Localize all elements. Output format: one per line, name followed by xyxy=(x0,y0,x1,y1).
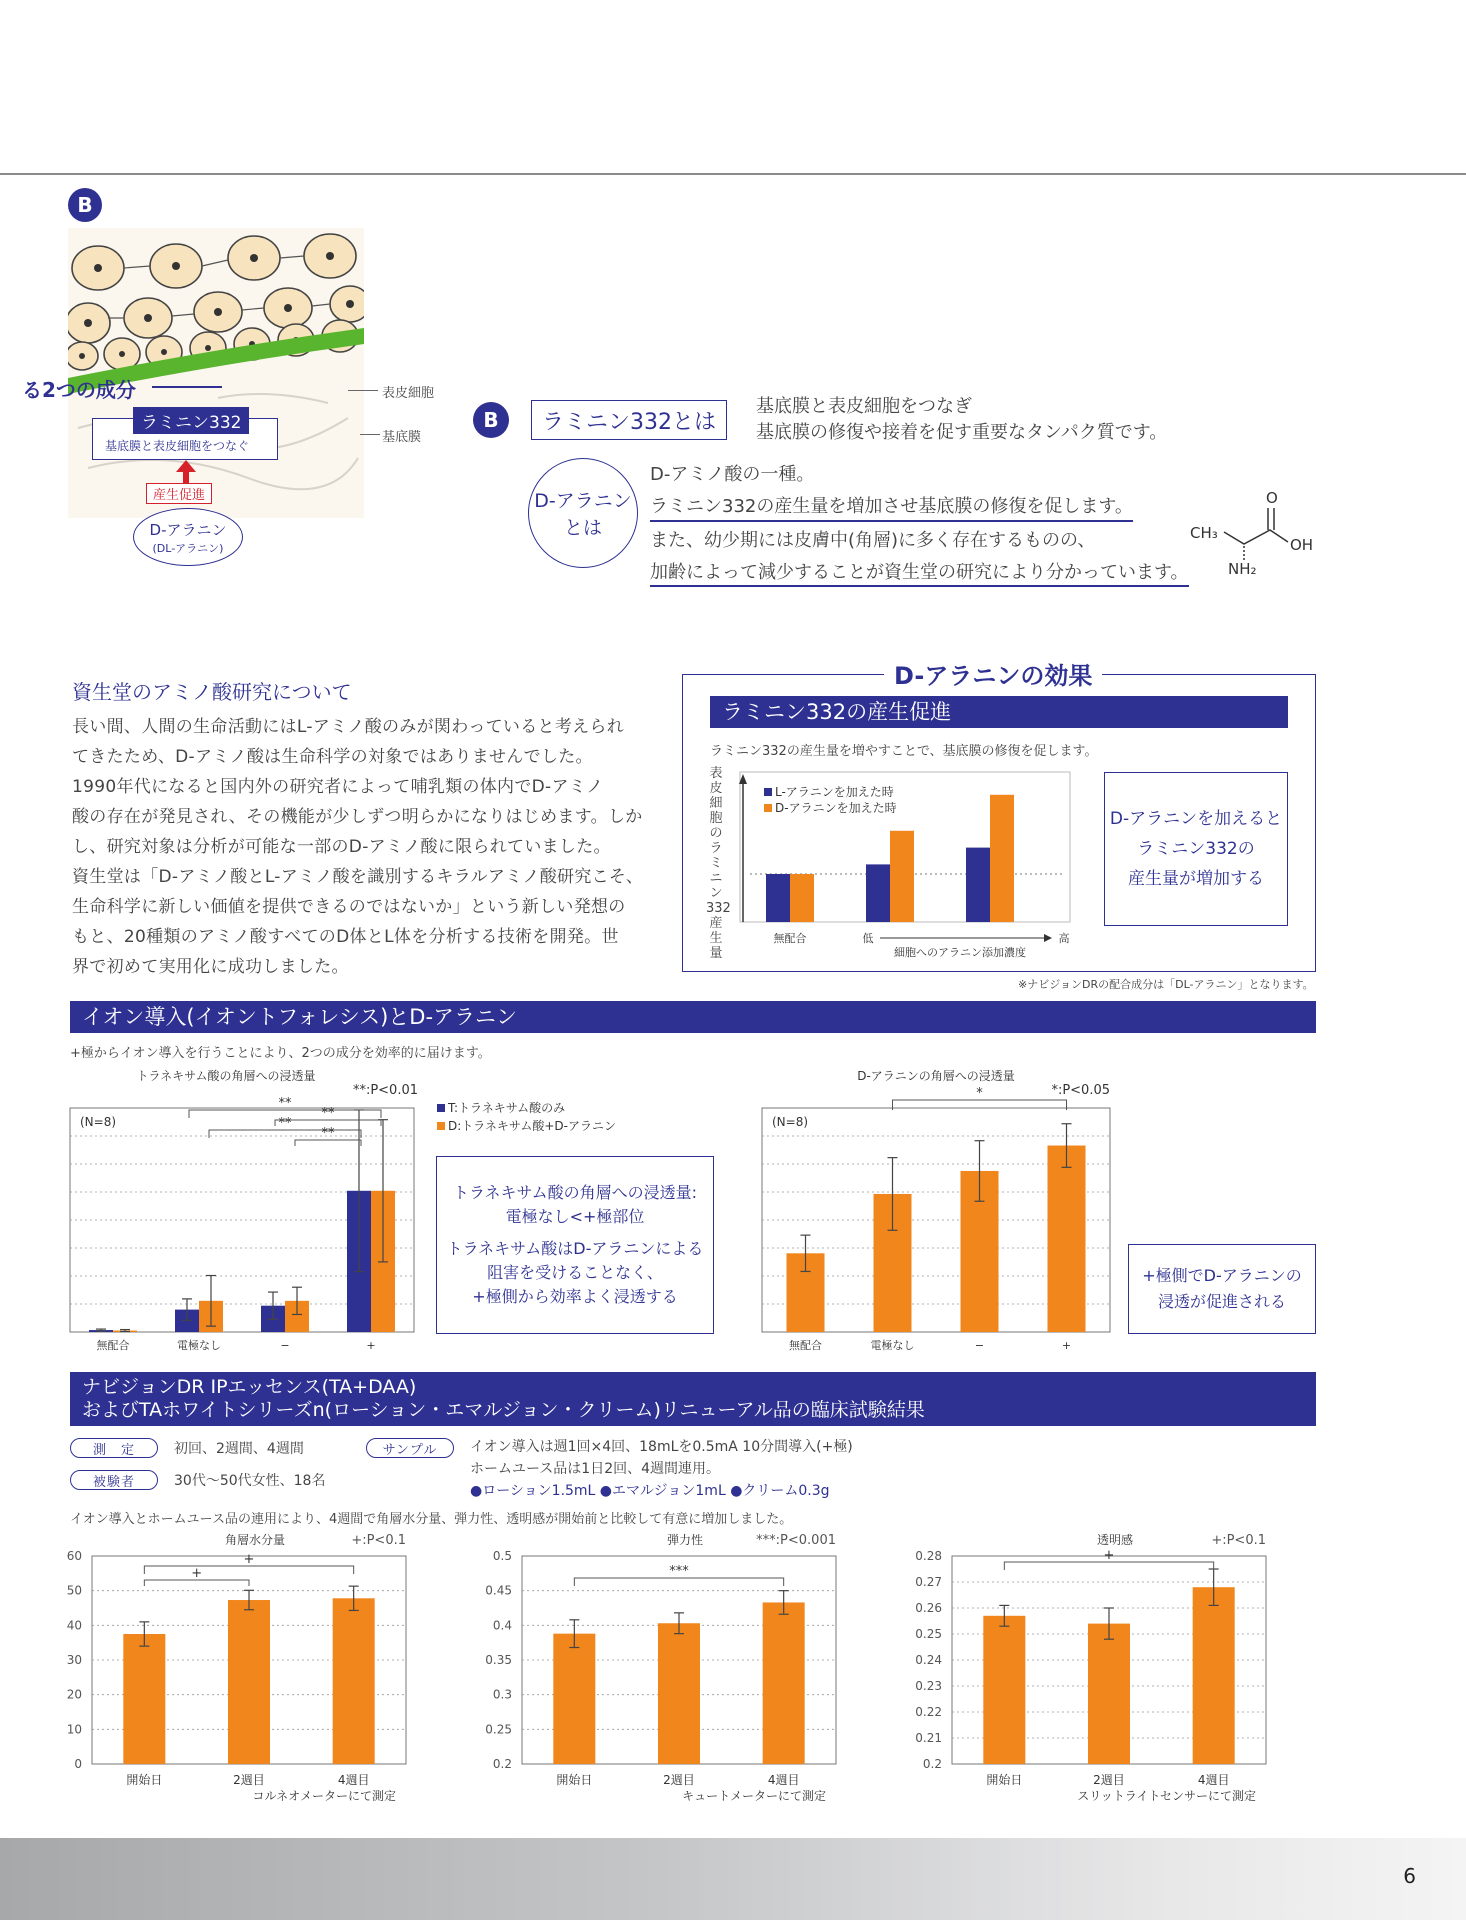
sample-line: ●ローション1.5mL ●エマルジョン1mL ●クリーム0.3g xyxy=(470,1483,830,1499)
laminin-callout xyxy=(92,413,278,460)
y-tick-label: 0.25 xyxy=(915,1627,942,1641)
ion-note-line: +極側でD-アラニンの xyxy=(1142,1266,1302,1285)
page-number: 6 xyxy=(1403,1864,1416,1888)
y-tick-label: 0.5 xyxy=(492,1549,512,1563)
alanine-bubble-sub: (DL-アラニン) xyxy=(152,541,224,555)
y-tick-label: 50 xyxy=(66,1583,82,1598)
effect-note-line: D-アラニンを加えると xyxy=(1109,809,1283,829)
research-line: 1990年代になると国内外の研究者によって哺乳類の体内でD-アミノ xyxy=(72,777,604,797)
research-line: 生命科学に新しい価値を提供できるのではないか」という新しい発想の xyxy=(72,897,626,917)
bar xyxy=(1088,1624,1130,1764)
research-line: もと、20種類のアミノ酸すべてのD体とL体を分析する技術を開発。世 xyxy=(72,927,619,947)
skin-cells-illustration xyxy=(68,228,364,518)
research-title: 資生堂のアミノ酸研究について xyxy=(72,680,352,704)
x-axis-label: 細胞へのアラニン添加濃度 xyxy=(894,946,1026,959)
badge-b-icon-2: B xyxy=(473,402,509,438)
research-line: てきたため、D-アミノ酸は生命科学の対象ではありませんでした。 xyxy=(72,747,593,767)
x-tick-label: 4週目 xyxy=(767,1773,800,1787)
bar xyxy=(658,1623,700,1764)
bar xyxy=(333,1598,375,1764)
alanine-desc-line: D-アミノ酸の一種。 xyxy=(650,464,815,485)
clinical-title-line: ナビジョンDR IPエッセンス(TA+DAA) xyxy=(82,1376,417,1398)
ion-note-line: 浸透が促進される xyxy=(1157,1292,1286,1311)
bar xyxy=(983,1616,1025,1764)
research-line: 界で初めて実用化に成功しました。 xyxy=(72,957,349,977)
epidermal-leader xyxy=(348,390,378,391)
bar xyxy=(890,831,914,922)
significance-mark: + xyxy=(1103,1548,1115,1563)
subject-value: 30代〜50代女性、18名 xyxy=(174,1473,326,1489)
measurement-note: コルネオメーターにて測定 xyxy=(252,1789,396,1803)
significance-note: +:P<0.1 xyxy=(1211,1533,1266,1548)
y-tick-label: 0.28 xyxy=(915,1549,942,1563)
chart-title: トラネキサム酸の角層への浸透量 xyxy=(136,1069,316,1083)
y-tick-label: 0.26 xyxy=(915,1601,942,1615)
significance-note: +:P<0.1 xyxy=(351,1533,406,1548)
legend-label: L-アラニンを加えた時 xyxy=(775,785,894,799)
y-tick-label: 0.45 xyxy=(485,1583,512,1598)
x-range-arrow-icon xyxy=(1044,934,1052,942)
bar xyxy=(1193,1587,1235,1764)
y-tick-label: 20 xyxy=(66,1687,82,1702)
alanine-term-circle xyxy=(528,458,638,568)
bar xyxy=(990,795,1014,922)
significance-note: ***:P<0.001 xyxy=(756,1533,836,1548)
formula-oh: OH xyxy=(1290,536,1314,554)
legend-label: T:トラネキサム酸のみ xyxy=(448,1101,566,1115)
alanine-desc-line: 加齢によって減少することが資生堂の研究により分かっています。 xyxy=(650,562,1189,587)
bar xyxy=(966,848,990,922)
ion-note-line: トラネキサム酸はD-アラニンによる xyxy=(446,1239,704,1258)
y-tick-label: 0.23 xyxy=(915,1679,942,1693)
y-tick-label: 0.3 xyxy=(492,1687,512,1702)
bar xyxy=(766,874,790,922)
significance-note: *:P<0.05 xyxy=(1051,1083,1110,1098)
components-title: る2つの成分 xyxy=(22,378,136,402)
legend-swatch xyxy=(437,1122,445,1130)
elasticity-chart xyxy=(480,1528,880,1812)
x-tick-label: 低 xyxy=(862,932,874,945)
y-tick-label: 0.24 xyxy=(915,1653,942,1667)
x-tick-label: 2週目 xyxy=(233,1773,265,1787)
research-line: 長い間、人間の生命活動にはL-アミノ酸のみが関わっていると考えられ xyxy=(72,717,625,737)
significance-mark: * xyxy=(976,1086,983,1101)
x-tick-label: 無配合 xyxy=(96,1339,130,1352)
n-label: (N=8) xyxy=(772,1115,809,1129)
x-tick-label: 2週目 xyxy=(663,1773,695,1787)
legend-swatch xyxy=(437,1104,445,1112)
footer-band xyxy=(0,1838,1466,1920)
ion-note-line: +極側から効率よく浸透する xyxy=(472,1287,678,1306)
alanine-term: D-アラニン xyxy=(534,490,632,512)
legend-label: D:トラネキサム酸+D-アラニン xyxy=(448,1119,616,1133)
y-tick-label: 0 xyxy=(74,1757,82,1771)
significance-note: **:P<0.01 xyxy=(352,1083,418,1098)
components-title-rule xyxy=(152,386,222,388)
bar xyxy=(866,864,890,922)
significance-mark: ** xyxy=(278,1096,292,1111)
alanine-term-sub: とは xyxy=(563,517,602,539)
x-tick-label: 無配合 xyxy=(773,932,807,945)
y-tick-label: 0.35 xyxy=(485,1653,512,1667)
clinical-title xyxy=(70,1372,1316,1426)
significance-mark: + xyxy=(191,1566,203,1581)
research-line: し、研究対象は分析が可能な一部のD-アミノ酸に限られていました。 xyxy=(72,837,611,857)
chart-title: 角層水分量 xyxy=(224,1533,286,1547)
measurement-note: スリットライトセンサーにて測定 xyxy=(1077,1789,1256,1803)
sample-value xyxy=(470,1436,853,1502)
legend-swatch xyxy=(764,788,772,796)
legend-label: D-アラニンを加えた時 xyxy=(775,801,897,815)
ion-note-line: 電極なし<+極部位 xyxy=(505,1207,645,1226)
x-tick-label: + xyxy=(366,1339,376,1352)
bar xyxy=(1048,1146,1086,1332)
measure-pill: 測 定 xyxy=(70,1438,158,1458)
legend-swatch xyxy=(764,804,772,812)
x-tick-label: 開始日 xyxy=(126,1773,163,1787)
y-tick-label: 0.27 xyxy=(915,1575,942,1589)
clinical-summary: イオン導入とホームユース品の連用により、4週間で角層水分量、弾力性、透明感が開始前と比較して有意に増加しました。 xyxy=(70,1512,793,1527)
x-tick-label: 高 xyxy=(1058,932,1070,945)
significance-mark: ** xyxy=(278,1116,292,1131)
laminin-desc xyxy=(756,394,1167,446)
alanine-bubble-title: D-アラニン xyxy=(149,520,227,539)
x-tick-label: 4週目 xyxy=(1197,1773,1230,1787)
research-body xyxy=(72,712,662,982)
x-tick-label: 開始日 xyxy=(556,1773,593,1787)
effect-title: D-アラニンの効果 xyxy=(884,656,1102,691)
chart-title: 弾力性 xyxy=(666,1533,704,1547)
chart-title: D-アラニンの角層への浸透量 xyxy=(857,1069,1015,1083)
significance-mark: *** xyxy=(669,1564,689,1579)
sample-line: イオン導入は週1回×4回、18mLを0.5mA 10分間導入(+極) xyxy=(470,1439,853,1455)
laminin-callout-sub: 基底膜と表皮細胞をつなぐ xyxy=(105,439,250,453)
x-tick-label: 2週目 xyxy=(1093,1773,1125,1787)
ion-section-title: イオン導入(イオントフォレシス)とD-アラニン xyxy=(70,1001,1316,1033)
significance-mark: + xyxy=(243,1552,255,1567)
laminin-term: ラミニン332とは xyxy=(531,400,727,440)
header-rule xyxy=(0,173,1466,175)
ion-section-desc: +極からイオン導入を行うことにより、2つの成分を効率的に届けます。 xyxy=(70,1046,491,1061)
research-line: 資生堂は「D-アミノ酸とL-アミノ酸を識別するキラルアミノ酸研究こそ、 xyxy=(72,867,644,887)
sample-line: ホームユース品は1日2回、4週間連用。 xyxy=(470,1461,721,1477)
y-tick-label: 10 xyxy=(66,1722,82,1737)
formula-ch3: CH₃ xyxy=(1190,524,1218,542)
epidermal-label: 表皮細胞 xyxy=(382,386,435,401)
effect-ylabel: 表皮細胞のラミニン332産生量 xyxy=(706,766,731,961)
laminin-chart xyxy=(728,770,1084,966)
ion-note-line: 阻害を受けることなく、 xyxy=(487,1263,663,1282)
alanine-desc-line: ラミニン332の産生量を増加させ基底膜の修復を促します。 xyxy=(650,492,1133,522)
effect-note-line: 産生量が増加する xyxy=(1128,869,1264,889)
significance-mark: ** xyxy=(321,1106,335,1121)
y-tick-label: 0.25 xyxy=(485,1722,512,1737)
effect-note xyxy=(1104,772,1288,926)
significance-mark: ** xyxy=(321,1126,335,1141)
x-tick-label: + xyxy=(1061,1339,1072,1352)
x-tick-label: 電極なし xyxy=(870,1339,915,1352)
alanine-desc-line: また、幼少期には皮膚中(角層)に多く存在するものの、 xyxy=(650,530,1096,551)
ion-note-2 xyxy=(1128,1244,1316,1334)
effect-footnote: ※ナビジョンDRの配合成分は「DL-アラニン」となります。 xyxy=(1018,978,1314,991)
y-tick-label: 40 xyxy=(66,1618,82,1633)
ion-note-line: トラネキサム酸の角層への浸透量: xyxy=(452,1183,698,1202)
alanine-penetration-chart xyxy=(756,1062,1116,1362)
x-tick-label: 4週目 xyxy=(337,1773,370,1787)
laminin-desc-line: 基底膜と表皮細胞をつなぎ xyxy=(756,396,972,417)
measure-value: 初回、2週間、4週間 xyxy=(174,1441,304,1457)
formula-o: O xyxy=(1266,489,1278,507)
basement-label: 基底膜 xyxy=(382,430,422,445)
laminin-callout-title: ラミニン332 xyxy=(133,407,249,434)
bar xyxy=(790,874,814,922)
alanine-desc-line xyxy=(650,558,1189,584)
clinical-title-line: およびTAホワイトシリーズn(ローション・エマルジョン・クリーム)リニューアル品の臨床試験結果 xyxy=(82,1399,925,1421)
y-tick-label: 0.2 xyxy=(922,1757,942,1771)
y-tick-label: 0.21 xyxy=(915,1731,942,1745)
y-tick-label: 60 xyxy=(66,1549,82,1563)
x-tick-label: 電極なし xyxy=(177,1339,221,1352)
effect-subtitle: ラミニン332の産生促進 xyxy=(710,696,1288,728)
bar xyxy=(228,1600,270,1764)
basement-leader xyxy=(360,434,380,435)
bar xyxy=(123,1634,165,1764)
badge-b-icon: B xyxy=(68,188,102,222)
alanine-bubble xyxy=(133,508,243,566)
moisture-chart xyxy=(50,1528,450,1812)
alanine-structure-icon xyxy=(1188,486,1318,576)
clarity-chart xyxy=(910,1528,1310,1812)
sample-pill: サンプル xyxy=(366,1438,454,1458)
research-line: 酸の存在が発見され、その機能が少しずつ明らかになりはじめます。しか xyxy=(72,807,643,827)
n-label: (N=8) xyxy=(80,1115,117,1129)
y-tick-label: 0.22 xyxy=(915,1705,942,1719)
bar xyxy=(553,1634,595,1764)
y-tick-label: 30 xyxy=(66,1653,82,1667)
y-tick-label: 0.4 xyxy=(492,1618,512,1633)
effect-note-line: ラミニン332の xyxy=(1137,839,1255,859)
effect-desc: ラミニン332の産生量を増やすことで、基底膜の修復を促します。 xyxy=(710,744,1098,759)
measurement-note: キュートメーターにて測定 xyxy=(682,1789,826,1803)
chart-title: 透明感 xyxy=(1096,1533,1134,1547)
ion-note-1 xyxy=(436,1156,714,1334)
x-tick-label: 開始日 xyxy=(986,1773,1023,1787)
x-tick-label: 無配合 xyxy=(789,1339,822,1352)
formula-nh2: NH₂ xyxy=(1228,560,1257,576)
x-tick-label: − xyxy=(974,1339,985,1352)
bar xyxy=(763,1602,805,1764)
subject-pill: 被験者 xyxy=(70,1470,158,1490)
promote-label: 産生促進 xyxy=(146,483,212,504)
y-tick-label: 0.2 xyxy=(492,1757,512,1771)
laminin-desc-line: 基底膜の修復や接着を促す重要なタンパク質です。 xyxy=(756,422,1168,443)
x-tick-label: − xyxy=(280,1339,290,1352)
